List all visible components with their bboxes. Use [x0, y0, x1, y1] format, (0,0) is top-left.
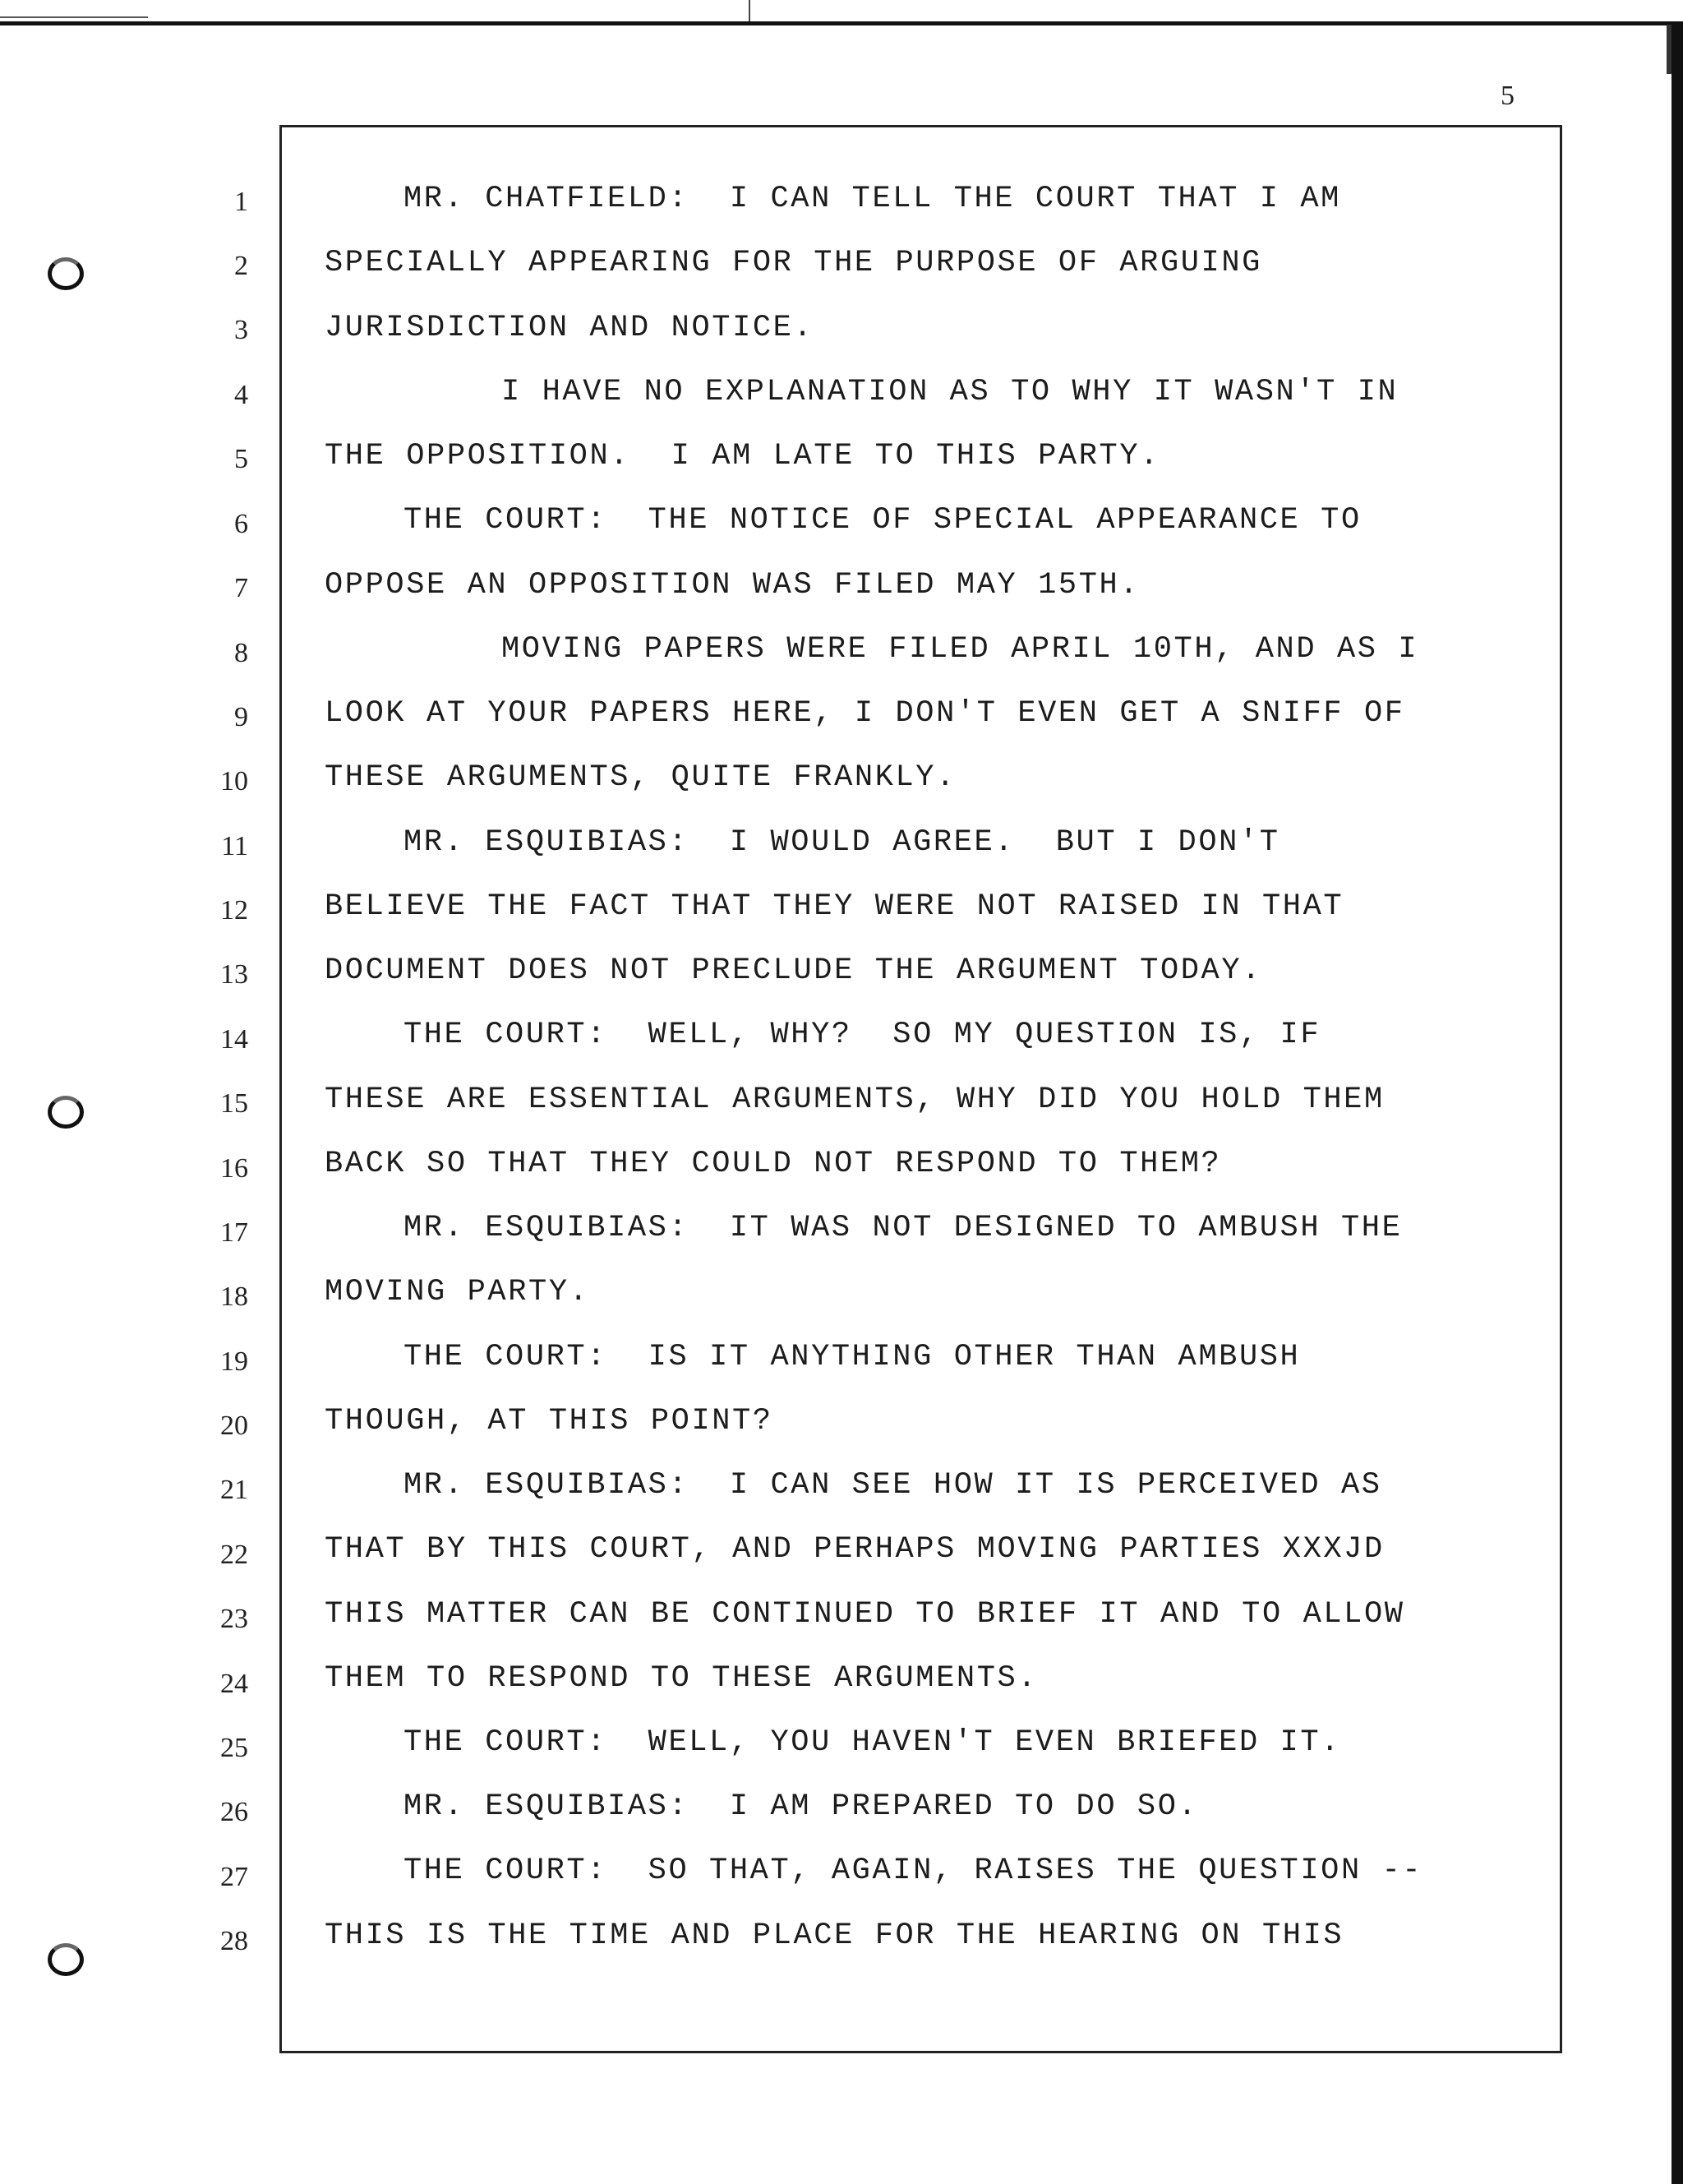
- transcript-line: THESE ARGUMENTS, QUITE FRANKLY.: [325, 760, 957, 795]
- transcript-line: THE COURT: THE NOTICE OF SPECIAL APPEARANCE TO: [403, 503, 1362, 538]
- top-rule: [0, 21, 1683, 25]
- line-number: 5: [234, 444, 248, 474]
- line-number: 22: [220, 1540, 248, 1570]
- line-number: 27: [220, 1862, 248, 1892]
- page-number: 5: [1501, 81, 1515, 111]
- transcript-line: JURISDICTION AND NOTICE.: [325, 311, 814, 345]
- transcript-line: THE COURT: WELL, WHY? SO MY QUESTION IS, IF: [403, 1018, 1321, 1052]
- transcript-line: THE COURT: SO THAT, AGAIN, RAISES THE QUESTION --: [403, 1854, 1423, 1888]
- line-number: 1: [234, 187, 248, 217]
- line-number: 10: [220, 766, 248, 796]
- punch-hole-icon: [48, 1943, 84, 1976]
- top-tick-mark: [749, 0, 750, 21]
- transcript-line: LOOK AT YOUR PAPERS HERE, I DON'T EVEN GET A SNIFF OF: [325, 696, 1405, 731]
- line-number: 12: [220, 895, 248, 926]
- line-number: 7: [234, 573, 248, 603]
- transcript-line: OPPOSE AN OPPOSITION WAS FILED MAY 15TH.: [325, 568, 1141, 603]
- line-number: 20: [220, 1411, 248, 1441]
- line-number: 24: [220, 1669, 248, 1699]
- line-number: 11: [221, 831, 248, 861]
- line-number: 25: [220, 1733, 248, 1763]
- line-number: 8: [234, 638, 248, 668]
- transcript-line: THIS MATTER CAN BE CONTINUED TO BRIEF IT AND TO ALLOW: [325, 1597, 1405, 1632]
- transcript-line: MOVING PAPERS WERE FILED APRIL 10TH, AND AS I: [501, 632, 1419, 667]
- right-edge-shadow: [1667, 25, 1671, 74]
- line-number: 3: [234, 315, 248, 345]
- right-page-edge: [1671, 25, 1683, 2184]
- line-number: 4: [234, 380, 248, 410]
- transcript-line: MR. ESQUIBIAS: IT WAS NOT DESIGNED TO AMBUSH THE: [403, 1211, 1403, 1245]
- transcript-line: MOVING PARTY.: [325, 1275, 590, 1309]
- line-number: 2: [234, 251, 248, 281]
- transcript-line: I HAVE NO EXPLANATION AS TO WHY IT WASN'T IN: [501, 375, 1399, 409]
- line-number: 18: [220, 1281, 248, 1312]
- transcript-line: MR. ESQUIBIAS: I CAN SEE HOW IT IS PERCEIVED AS: [403, 1468, 1382, 1503]
- transcript-line: MR. ESQUIBIAS: I WOULD AGREE. BUT I DON'T: [403, 825, 1280, 860]
- transcript-line: BELIEVE THE FACT THAT THEY WERE NOT RAISED IN THAT: [325, 889, 1344, 924]
- punch-hole-icon: [48, 257, 84, 290]
- transcript-line: THE OPPOSITION. I AM LATE TO THIS PARTY.: [325, 439, 1160, 473]
- transcript-line: THIS IS THE TIME AND PLACE FOR THE HEARING ON THIS: [325, 1919, 1344, 1953]
- transcript-line: THESE ARE ESSENTIAL ARGUMENTS, WHY DID YOU HOLD THEM: [325, 1083, 1385, 1117]
- transcript-line: THE COURT: IS IT ANYTHING OTHER THAN AMBUSH: [403, 1340, 1301, 1374]
- line-number: 21: [220, 1475, 248, 1505]
- line-number: 17: [220, 1217, 248, 1248]
- transcript-line: THOUGH, AT THIS POINT?: [325, 1404, 773, 1438]
- line-number: 9: [234, 702, 248, 732]
- transcript-line: SPECIALLY APPEARING FOR THE PURPOSE OF ARGUING: [325, 246, 1262, 280]
- transcript-line: BACK SO THAT THEY COULD NOT RESPOND TO THEM?: [325, 1147, 1222, 1181]
- transcript-line: DOCUMENT DOES NOT PRECLUDE THE ARGUMENT TODAY.: [325, 953, 1262, 988]
- top-thin-rule: [0, 16, 148, 18]
- line-number: 16: [220, 1153, 248, 1184]
- transcript-line: THEM TO RESPOND TO THESE ARGUMENTS.: [325, 1661, 1039, 1696]
- transcript-line: MR. ESQUIBIAS: I AM PREPARED TO DO SO.: [403, 1789, 1199, 1824]
- transcript-line: THAT BY THIS COURT, AND PERHAPS MOVING PARTIES XXXJD: [325, 1532, 1385, 1567]
- line-number: 19: [220, 1346, 248, 1377]
- transcript-line: MR. CHATFIELD: I CAN TELL THE COURT THAT I AM: [403, 182, 1341, 216]
- transcript-line: THE COURT: WELL, YOU HAVEN'T EVEN BRIEFED IT.: [403, 1725, 1341, 1760]
- line-number: 23: [220, 1604, 248, 1634]
- line-number: 13: [220, 959, 248, 990]
- line-number: 14: [220, 1024, 248, 1055]
- punch-hole-icon: [48, 1096, 84, 1129]
- line-number: 6: [234, 509, 248, 539]
- line-number: 28: [220, 1926, 248, 1956]
- line-number: 15: [220, 1088, 248, 1119]
- line-number: 26: [220, 1797, 248, 1827]
